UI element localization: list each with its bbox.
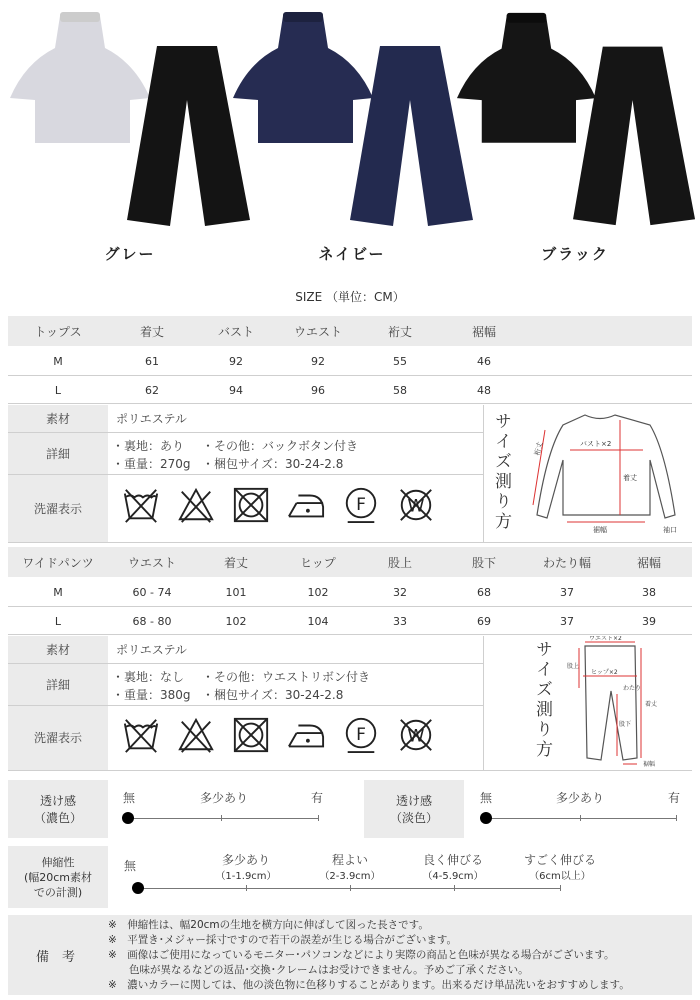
pants-detail-package: ・梱包サイズ：30-24-2.8 bbox=[202, 688, 344, 702]
hip-label: ヒップ×2 bbox=[591, 669, 618, 676]
pants-value: 33 bbox=[393, 614, 407, 628]
pants-care-label: 洗濯表示 bbox=[33, 731, 82, 745]
stretch-tick bbox=[350, 885, 351, 891]
cape-top bbox=[10, 13, 150, 143]
sheer-dark-indicator bbox=[122, 812, 134, 824]
no-tumble-dry-icon bbox=[232, 486, 270, 524]
cape-top bbox=[457, 14, 596, 143]
pants-value: 68 - 80 bbox=[132, 614, 172, 628]
note-line: 色味が異なるなどの返品･交換･クレームはお受けできません。予めご了承ください。 bbox=[108, 964, 529, 976]
tops-size: M bbox=[53, 354, 63, 368]
stretch-scale-none: 無 bbox=[124, 859, 137, 873]
grey-set-image bbox=[5, 8, 255, 230]
stretch-tick bbox=[454, 885, 455, 891]
sheer-light-scale-none: 無 bbox=[480, 791, 493, 805]
collar bbox=[60, 12, 100, 22]
note-line: ※ 画像はご使用になっているモニター･パソコンなどにより実際の商品と色味が異なる場合がございます。 bbox=[108, 949, 615, 961]
no-wet-clean-icon bbox=[397, 716, 435, 754]
svg-text:F: F bbox=[356, 494, 366, 515]
pants-material-value: ポリエステル bbox=[116, 643, 187, 657]
pants-value: 68 bbox=[477, 585, 491, 599]
pants-hem-label: 裾幅 bbox=[643, 761, 656, 768]
tops-care-symbols bbox=[122, 486, 472, 530]
no-tumble-dry-icon bbox=[232, 716, 270, 754]
cape-top bbox=[233, 13, 373, 143]
no-bleach-icon bbox=[177, 486, 215, 524]
tops-header-category: トップス bbox=[34, 324, 82, 339]
stretch-scale-moderate-range: （2-3.9cm） bbox=[319, 871, 381, 882]
sheer-light-tick bbox=[676, 815, 677, 821]
pants-value: 102 bbox=[307, 585, 329, 599]
tops-detail-package: ・梱包サイズ：30-24-2.8 bbox=[202, 457, 344, 471]
tops-value: 96 bbox=[311, 383, 325, 397]
pants-header-col: 股上 bbox=[387, 555, 412, 570]
stretch-track bbox=[138, 888, 560, 889]
stretch-indicator bbox=[132, 882, 144, 894]
hem-label: 裾幅 bbox=[593, 526, 607, 534]
sheer-dark-scale-none: 無 bbox=[123, 791, 136, 805]
pants-header-col: 裾幅 bbox=[636, 555, 661, 570]
stretch-tick bbox=[560, 885, 561, 891]
pants-header-col: ヒップ bbox=[300, 555, 336, 570]
pants-detail-weight: ・重量：380g bbox=[112, 688, 191, 702]
stretch-scale-great-range: （6cm以上） bbox=[529, 871, 591, 882]
pants-material-label: 素材 bbox=[45, 643, 70, 657]
tops-value: 55 bbox=[393, 354, 407, 368]
iron-low-icon bbox=[287, 486, 325, 524]
bust-label: バスト×2 bbox=[580, 440, 612, 448]
pants-detail-lining: ・裏地：なし bbox=[112, 670, 185, 684]
tops-header-col: 裾幅 bbox=[471, 324, 496, 339]
wash-tub-icon bbox=[122, 486, 160, 524]
pants-header-col: ウエスト bbox=[127, 555, 176, 570]
sheer-dark-track bbox=[128, 818, 318, 819]
iron-low-icon bbox=[287, 716, 325, 754]
divider bbox=[483, 636, 484, 770]
svg-text:F: F bbox=[356, 724, 366, 745]
color-label-navy: ネイビー bbox=[318, 245, 386, 263]
tops-material-label: 素材 bbox=[45, 412, 70, 426]
no-wet-clean-icon bbox=[397, 486, 435, 524]
sheer-dark-scale-some: 多少あり bbox=[200, 791, 249, 805]
stretch-scale-great: すごく伸びる bbox=[523, 853, 596, 867]
pants-value: 101 bbox=[225, 585, 247, 599]
pants-measure-label: サイズ測り方 bbox=[532, 640, 552, 760]
size-title: SIZE （単位：CM） bbox=[295, 290, 405, 304]
tops-header-col: バスト bbox=[217, 324, 254, 339]
tops-material-value: ポリエステル bbox=[116, 412, 187, 426]
stretch-scale-moderate: 程よい bbox=[331, 853, 368, 867]
pants-value: 38 bbox=[642, 585, 656, 599]
tops-value: 46 bbox=[477, 354, 491, 368]
length-label: 着丈 bbox=[623, 474, 637, 482]
sleeve-label: 裄丈 bbox=[533, 440, 545, 457]
pants-size: M bbox=[53, 585, 63, 599]
tops-value: 92 bbox=[229, 354, 243, 368]
pants-value: 32 bbox=[393, 585, 407, 599]
thigh-label: わたり bbox=[623, 685, 642, 692]
sheer-light-indicator bbox=[480, 812, 492, 824]
tops-value: 62 bbox=[145, 383, 159, 397]
stretch-label: 伸縮性 (幅20cm素材 での計測) bbox=[8, 846, 108, 908]
collar bbox=[507, 13, 547, 23]
divider bbox=[8, 542, 692, 543]
navy-set-image bbox=[228, 8, 478, 230]
inseam-label: 股下 bbox=[619, 721, 632, 728]
sheer-dark-label: 透け感 （濃色） bbox=[8, 780, 108, 838]
tops-size: L bbox=[54, 383, 62, 397]
notes-list bbox=[108, 918, 688, 993]
svg-text:W: W bbox=[407, 726, 425, 747]
stretch-scale-some: 多少あり bbox=[221, 853, 270, 867]
tops-care-label: 洗濯表示 bbox=[33, 501, 82, 516]
stretch-scale-good: 良く伸びる bbox=[422, 853, 483, 867]
tops-value: 92 bbox=[311, 354, 325, 368]
pants-value: 102 bbox=[225, 614, 247, 628]
pants-value: 37 bbox=[560, 614, 574, 628]
tops-header-col: ウエスト bbox=[293, 324, 342, 339]
cuff-label: 袖口 bbox=[663, 526, 677, 534]
waist-label: ウエスト×2 bbox=[589, 636, 622, 642]
tops-measure-label: サイズ測り方 bbox=[491, 412, 511, 532]
stretch-tick bbox=[246, 885, 247, 891]
tops-value: 58 bbox=[393, 383, 407, 397]
pants-value: 37 bbox=[560, 585, 574, 599]
wide-pants bbox=[573, 47, 695, 226]
sheer-dark-tick bbox=[318, 815, 319, 821]
no-bleach-icon bbox=[177, 716, 215, 754]
pants-size: L bbox=[54, 614, 62, 628]
pants-measure-diagram bbox=[565, 636, 695, 768]
pants-length-label: 着丈 bbox=[645, 701, 658, 708]
pants-care-symbols bbox=[122, 716, 472, 760]
collar bbox=[283, 12, 323, 22]
note-line: ※ 平置き･メジャー採寸ですので若干の誤差が生じる場合がございます。 bbox=[108, 934, 457, 946]
rise-label: 股上 bbox=[567, 663, 580, 670]
stretch-scale-good-range: （4-5.9cm） bbox=[422, 871, 484, 882]
dry-clean-f-icon bbox=[342, 486, 380, 524]
sheer-dark-scale-yes: 有 bbox=[311, 791, 324, 805]
pants-value: 39 bbox=[642, 614, 656, 628]
pants-header-category: ワイドパンツ bbox=[22, 555, 94, 570]
sheer-light-label: 透け感 （淡色） bbox=[364, 780, 464, 838]
notes-label: 備 考 bbox=[35, 949, 75, 965]
color-label-grey: グレー bbox=[104, 245, 156, 263]
note-line: ※ 濃いカラーに関しては、他の淡色物に色移りすることがあります。出来るだけ単品洗いをおすすめします。 bbox=[108, 979, 630, 991]
tops-measure-diagram bbox=[525, 410, 695, 538]
tops-header-col: 着丈 bbox=[139, 324, 164, 339]
pants-detail-other: ・その他：ウエストリボン付き bbox=[202, 670, 371, 684]
sheer-light-track bbox=[486, 818, 676, 819]
stretch-scale-some-range: （1-1.9cm） bbox=[215, 871, 277, 882]
wash-tub-icon bbox=[122, 716, 160, 754]
tops-detail-other: ・その他：バックボタン付き bbox=[202, 439, 359, 453]
pants-value: 104 bbox=[307, 614, 329, 628]
dry-clean-f-icon bbox=[342, 716, 380, 754]
pants-header-col: わたり幅 bbox=[542, 555, 591, 570]
sheer-light-tick bbox=[580, 815, 581, 821]
sheer-light-scale-yes: 有 bbox=[668, 791, 681, 805]
black-set-image bbox=[452, 8, 700, 230]
color-label-black: ブラック bbox=[541, 245, 609, 263]
sheer-light-scale-some: 多少あり bbox=[556, 791, 605, 805]
tops-detail-lining: ・裏地：あり bbox=[112, 439, 185, 453]
divider bbox=[8, 770, 692, 771]
sheer-dark-tick bbox=[221, 815, 222, 821]
tops-header-col: 裄丈 bbox=[387, 324, 412, 339]
tops-value: 94 bbox=[229, 383, 243, 397]
pants-header-col: 着丈 bbox=[223, 555, 248, 570]
tops-detail-weight: ・重量：270g bbox=[112, 457, 191, 471]
pants-detail-label: 詳細 bbox=[45, 677, 70, 692]
svg-text:W: W bbox=[407, 496, 425, 517]
note-line: ※ 伸縮性は、幅20cmの生地を横方向に伸ばして図った長さです。 bbox=[108, 919, 429, 931]
pants-value: 69 bbox=[477, 614, 491, 628]
divider bbox=[483, 405, 484, 542]
tops-value: 48 bbox=[477, 383, 491, 397]
pants-value: 60 - 74 bbox=[132, 585, 172, 599]
pants-header-col: 股下 bbox=[471, 555, 496, 570]
tops-value: 61 bbox=[145, 354, 159, 368]
tops-detail-label: 詳細 bbox=[45, 446, 70, 461]
